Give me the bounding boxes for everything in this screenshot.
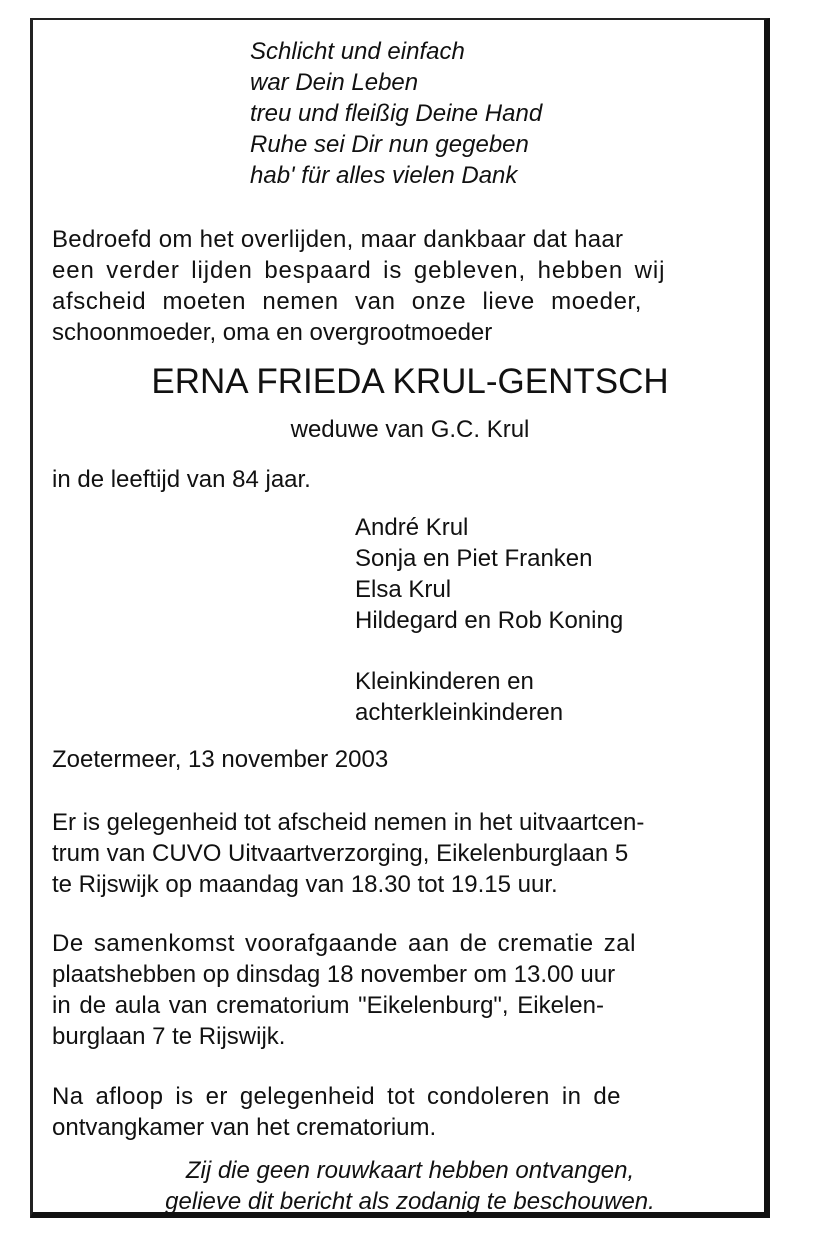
ceremony-line: in de aula van crematorium "Eikelenburg", Eikelen- (52, 992, 604, 1019)
ceremony-line: plaatshebben op dinsdag 18 november om 13.00 uur (52, 961, 616, 988)
widow-of: weduwe van G.C. Krul (290, 416, 530, 443)
closing-line: Zij die geen rouwkaart hebben ontvangen, (185, 1157, 635, 1184)
intro-line: schoonmoeder, oma en overgrootmoeder (52, 319, 493, 346)
poem-line: Schlicht und einfach (250, 38, 465, 65)
intro-line: Bedroefd om het overlijden, maar dankbaar dat haar (52, 226, 624, 253)
intro-line: een verder lijden bespaard is gebleven, hebben wij (52, 257, 666, 284)
family-member: André Krul (355, 514, 469, 541)
deceased-name: ERNA FRIEDA KRUL-GENTSCH (151, 362, 669, 401)
poem-line: Ruhe sei Dir nun gegeben (250, 131, 529, 158)
farewell-line: Er is gelegenheid tot afscheid nemen in het uitvaartcen- (52, 809, 645, 836)
condolence-line: ontvangkamer van het crematorium. (52, 1114, 437, 1141)
grandchildren: Kleinkinderen en (355, 668, 534, 695)
farewell-line: te Rijswijk op maandag van 18.30 tot 19.15 uur. (52, 871, 558, 898)
condolence-line: Na afloop is er gelegenheid tot condoleren in de (52, 1083, 621, 1110)
grandchildren: achterkleinkinderen (355, 699, 564, 726)
family-member: Sonja en Piet Franken (355, 545, 593, 572)
poem-line: treu und fleißig Deine Hand (250, 100, 543, 127)
intro-line: afscheid moeten nemen van onze lieve moeder, (52, 288, 643, 315)
ceremony-line: burglaan 7 te Rijswijk. (52, 1023, 286, 1050)
family-member: Elsa Krul (355, 576, 452, 603)
age-line: in de leeftijd van 84 jaar. (52, 466, 311, 493)
place-date: Zoetermeer, 13 november 2003 (52, 746, 389, 773)
ceremony-line: De samenkomst voorafgaande aan de crematie zal (52, 930, 636, 957)
closing-line: gelieve dit bericht als zodanig te beschouwen. (165, 1188, 655, 1215)
poem-line: war Dein Leben (250, 69, 419, 96)
family-member: Hildegard en Rob Koning (355, 607, 624, 634)
poem-line: hab' für alles vielen Dank (250, 162, 518, 189)
farewell-line: trum van CUVO Uitvaartverzorging, Eikelenburglaan 5 (52, 840, 629, 867)
